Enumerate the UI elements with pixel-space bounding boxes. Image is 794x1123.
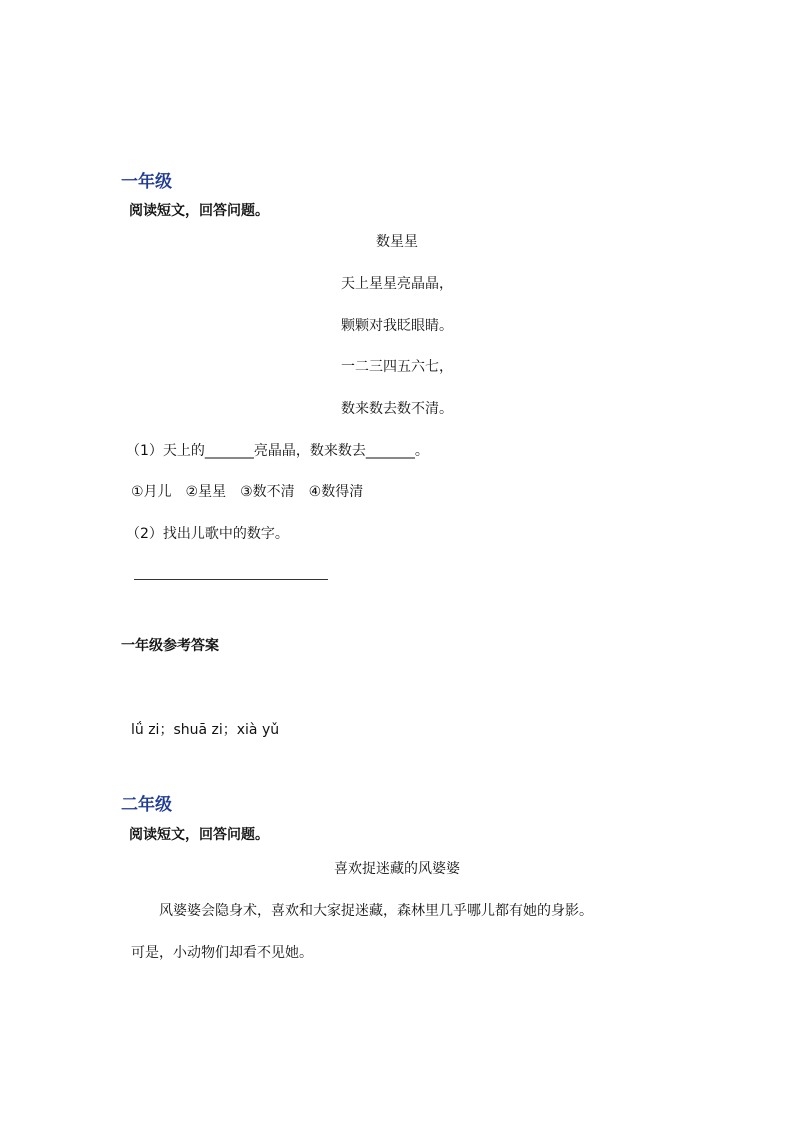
answer-blank-line <box>134 579 328 580</box>
grade1-heading: 一年级 <box>121 172 172 192</box>
question-2: （2）找出儿歌中的数字。 <box>126 526 289 542</box>
story-paragraph-1: 风婆婆会隐身术，喜欢和大家捉迷藏，森林里几乎哪儿都有她的身影。 <box>159 903 593 919</box>
question-1-options: ①月儿 ②星星 ③数不清 ④数得清 <box>131 484 364 500</box>
grade2-heading: 二年级 <box>121 795 172 815</box>
poem-line-1: 天上星星亮晶晶， <box>341 276 453 292</box>
story-paragraph-2: 可是，小动物们却看不见她。 <box>131 945 313 961</box>
poem-line-2: 颗颗对我眨眼睛。 <box>341 318 453 334</box>
story-title: 喜欢捉迷藏的风婆婆 <box>334 861 460 877</box>
grade1-answers-text: lǘ zi；shuā zi；xià yǔ <box>131 722 280 738</box>
grade2-instruction: 阅读短文，回答问题。 <box>129 827 269 843</box>
grade1-answers-heading: 一年级参考答案 <box>121 638 219 654</box>
grade1-instruction: 阅读短文，回答问题。 <box>129 203 269 219</box>
poem-title: 数星星 <box>376 234 418 250</box>
question-1: （1）天上的_______亮晶晶，数来数去_______。 <box>126 443 429 459</box>
poem-line-3: 一二三四五六七， <box>341 359 453 375</box>
poem-line-4: 数来数去数不清。 <box>341 401 453 417</box>
